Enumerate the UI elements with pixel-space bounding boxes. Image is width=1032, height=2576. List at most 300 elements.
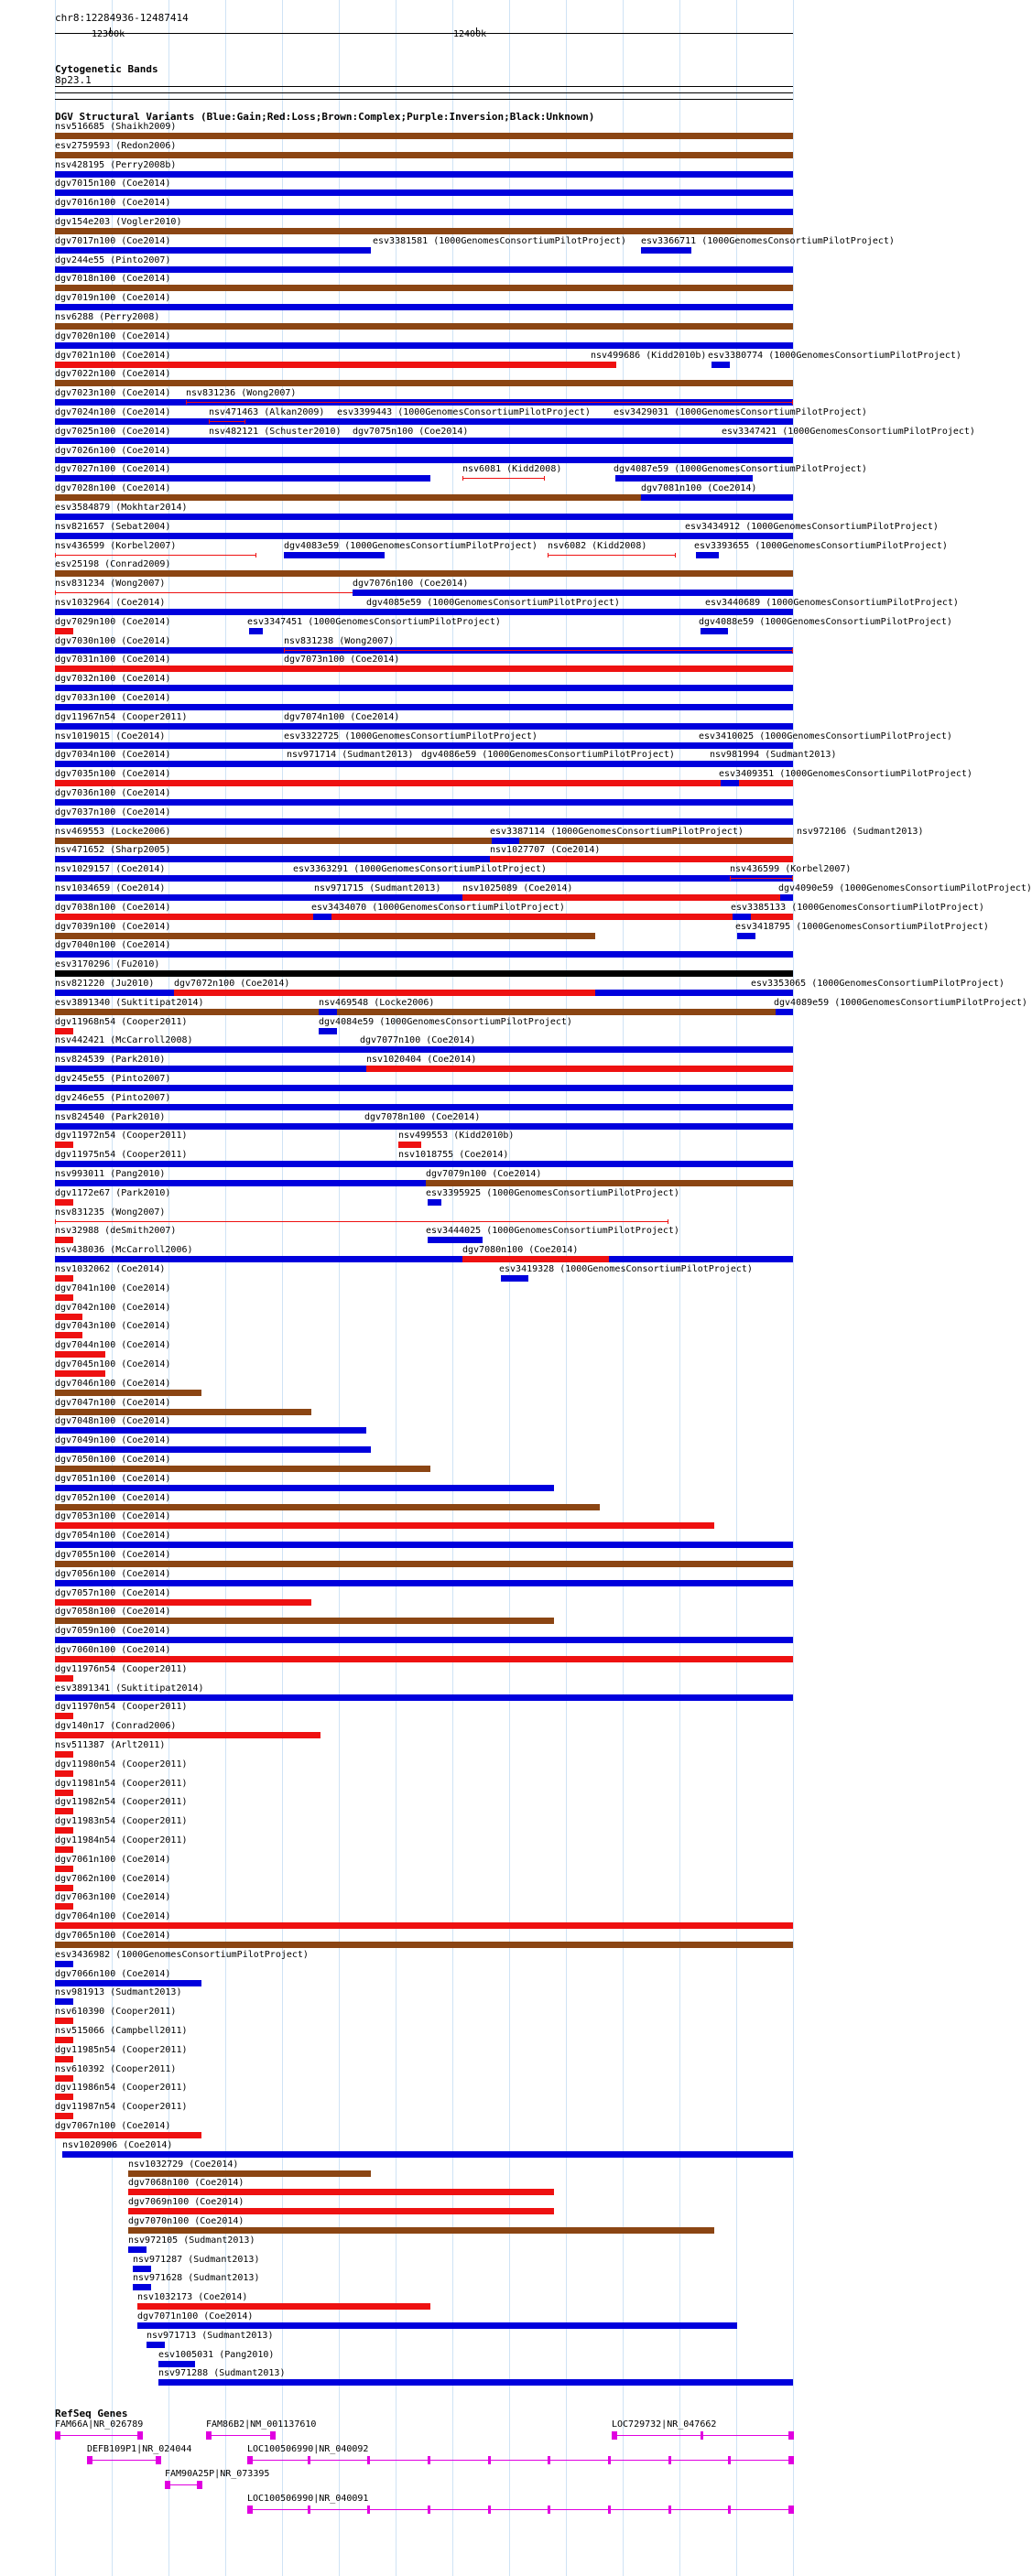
sv-label[interactable]: dgv7019n100 (Coe2014): [55, 293, 171, 303]
sv-label[interactable]: esv25198 (Conrad2009): [55, 559, 171, 569]
sv-bar-gain[interactable]: [55, 1637, 793, 1643]
sv-bar-gain[interactable]: [137, 2322, 737, 2329]
sv-label[interactable]: dgv7079n100 (Coe2014): [426, 1169, 542, 1179]
sv-bar-gain[interactable]: [55, 1980, 201, 1986]
sv-bar-gain[interactable]: [366, 609, 494, 615]
sv-label[interactable]: dgv4086e59 (1000GenomesConsortiumPilotProject): [421, 750, 675, 760]
sv-bar-loss[interactable]: [462, 894, 793, 901]
sv-bar-gain[interactable]: [55, 342, 793, 349]
sv-label[interactable]: dgv7040n100 (Coe2014): [55, 940, 171, 950]
sv-bar-gain[interactable]: [55, 1485, 554, 1491]
sv-label[interactable]: dgv7025n100 (Coe2014): [55, 427, 171, 437]
sv-label[interactable]: nsv993011 (Pang2010): [55, 1169, 166, 1179]
sv-bar-loss[interactable]: [593, 362, 616, 368]
sv-label[interactable]: esv3381581 (1000GenomesConsortiumPilotProject): [373, 236, 626, 246]
sv-bar-loss[interactable]: [55, 1142, 73, 1148]
sv-label[interactable]: nsv981994 (Sudmant2013): [710, 750, 837, 760]
sv-label[interactable]: dgv7021n100 (Coe2014): [55, 351, 171, 361]
sv-label[interactable]: nsv469553 (Locke2006): [55, 827, 171, 837]
sv-bar-gain[interactable]: [421, 761, 458, 767]
sv-label[interactable]: dgv7053n100 (Coe2014): [55, 1511, 171, 1521]
sv-label[interactable]: dgv11981n54 (Cooper2011): [55, 1779, 188, 1789]
sv-label[interactable]: nsv971713 (Sudmant2013): [147, 2331, 274, 2341]
sv-bar-gain[interactable]: [319, 1028, 337, 1034]
sv-bar-gain[interactable]: [723, 438, 746, 444]
sv-bar-thinloss[interactable]: [462, 478, 545, 479]
sv-label[interactable]: esv3429031 (1000GenomesConsortiumPilotProject): [614, 407, 867, 417]
sv-bar-complex[interactable]: [55, 933, 595, 939]
sv-bar-loss[interactable]: [55, 780, 793, 786]
sv-bar-loss[interactable]: [55, 1885, 73, 1891]
sv-bar-unknown[interactable]: [55, 970, 793, 977]
sv-label[interactable]: dgv7045n100 (Coe2014): [55, 1359, 171, 1369]
sv-bar-gain[interactable]: [128, 2246, 147, 2253]
sv-label[interactable]: dgv7068n100 (Coe2014): [128, 2178, 244, 2188]
sv-label[interactable]: dgv7024n100 (Coe2014): [55, 407, 171, 417]
sv-bar-loss[interactable]: [366, 1066, 793, 1072]
gene-intron-line[interactable]: [87, 2460, 160, 2461]
sv-label[interactable]: dgv246e55 (Pinto2007): [55, 1093, 171, 1103]
sv-bar-gain[interactable]: [55, 247, 371, 254]
sv-label[interactable]: nsv831236 (Wong2007): [186, 388, 297, 398]
sv-bar-loss[interactable]: [55, 1370, 105, 1377]
sv-bar-complex[interactable]: [55, 285, 793, 291]
sv-bar-gain[interactable]: [55, 1446, 371, 1453]
sv-bar-thinloss[interactable]: [186, 402, 793, 403]
sv-label[interactable]: dgv7061n100 (Coe2014): [55, 1855, 171, 1865]
sv-bar-loss[interactable]: [55, 1846, 73, 1853]
sv-bar-gain[interactable]: [364, 1123, 793, 1130]
sv-bar-gain[interactable]: [295, 875, 322, 882]
sv-label[interactable]: dgv7058n100 (Coe2014): [55, 1607, 171, 1617]
sv-bar-loss[interactable]: [55, 1751, 73, 1758]
sv-label[interactable]: dgv11987n54 (Cooper2011): [55, 2102, 188, 2112]
sv-label[interactable]: nsv971714 (Sudmant2013): [287, 750, 414, 760]
sv-label[interactable]: esv2759593 (Redon2006): [55, 141, 177, 151]
sv-label[interactable]: dgv7039n100 (Coe2014): [55, 922, 171, 932]
sv-label[interactable]: dgv7051n100 (Coe2014): [55, 1474, 171, 1484]
sv-label[interactable]: dgv11967n54 (Cooper2011): [55, 712, 188, 722]
sv-label[interactable]: dgv7044n100 (Coe2014): [55, 1340, 171, 1350]
sv-bar-gain[interactable]: [286, 742, 304, 749]
sv-bar-loss[interactable]: [55, 628, 73, 634]
sv-label[interactable]: dgv7018n100 (Coe2014): [55, 274, 171, 284]
sv-bar-loss[interactable]: [128, 2208, 554, 2214]
sv-label[interactable]: nsv1018755 (Coe2014): [398, 1150, 509, 1160]
sv-bar-gain[interactable]: [55, 266, 793, 273]
sv-bar-loss[interactable]: [55, 1599, 311, 1606]
sv-label[interactable]: dgv7072n100 (Coe2014): [174, 979, 290, 989]
sv-label[interactable]: nsv1032729 (Coe2014): [128, 2159, 239, 2170]
sv-label[interactable]: nsv1025089 (Coe2014): [462, 883, 573, 893]
sv-label[interactable]: dgv11970n54 (Cooper2011): [55, 1702, 188, 1712]
sv-bar-complex[interactable]: [426, 1180, 793, 1186]
sv-label[interactable]: dgv7052n100 (Coe2014): [55, 1493, 171, 1503]
sv-label[interactable]: dgv7048n100 (Coe2014): [55, 1416, 171, 1426]
sv-bar-gain[interactable]: [701, 628, 728, 634]
sv-bar-loss[interactable]: [55, 1732, 320, 1738]
sv-label[interactable]: nsv972106 (Sudmant2013): [797, 827, 924, 837]
sv-bar-gain[interactable]: [55, 514, 793, 520]
sv-label[interactable]: dgv7057n100 (Coe2014): [55, 1588, 171, 1598]
sv-bar-gain[interactable]: [284, 552, 385, 558]
sv-label[interactable]: nsv1032062 (Coe2014): [55, 1264, 166, 1274]
sv-label[interactable]: nsv469548 (Locke2006): [319, 998, 435, 1008]
sv-label[interactable]: dgv7030n100 (Coe2014): [55, 636, 171, 646]
sv-bar-gain[interactable]: [55, 818, 793, 825]
sv-label[interactable]: dgv7020n100 (Coe2014): [55, 331, 171, 341]
sv-label[interactable]: esv3387114 (1000GenomesConsortiumPilotProject): [490, 827, 744, 837]
sv-bar-gain[interactable]: [55, 475, 430, 482]
sv-bar-gain[interactable]: [501, 1275, 528, 1282]
sv-bar-complex[interactable]: [55, 228, 793, 234]
sv-label[interactable]: esv3891341 (Suktitipat2014): [55, 1683, 204, 1694]
sv-bar-gain[interactable]: [55, 1085, 793, 1091]
sv-label[interactable]: esv3322725 (1000GenomesConsortiumPilotProject): [284, 731, 538, 741]
sv-label[interactable]: dgv11986n54 (Cooper2011): [55, 2083, 188, 2093]
gene-label[interactable]: FAM90A25P|NR_073395: [165, 2469, 270, 2479]
sv-label[interactable]: esv3385133 (1000GenomesConsortiumPilotProject): [731, 903, 984, 913]
sv-label[interactable]: dgv7036n100 (Coe2014): [55, 788, 171, 798]
sv-bar-loss[interactable]: [174, 990, 595, 996]
sv-label[interactable]: nsv471463 (Alkan2009): [209, 407, 325, 417]
sv-bar-loss[interactable]: [55, 1294, 73, 1301]
sv-label[interactable]: nsv436599 (Korbel2007): [730, 864, 852, 874]
sv-label[interactable]: esv3891340 (Suktitipat2014): [55, 998, 204, 1008]
sv-bar-gain[interactable]: [55, 704, 793, 710]
sv-bar-gain[interactable]: [428, 1199, 441, 1206]
sv-label[interactable]: dgv7034n100 (Coe2014): [55, 750, 171, 760]
sv-bar-complex[interactable]: [128, 2170, 371, 2177]
sv-label[interactable]: nsv515066 (Campbell2011): [55, 2026, 188, 2036]
sv-bar-complex[interactable]: [55, 1466, 430, 1472]
gene-intron-line[interactable]: [247, 2509, 793, 2510]
dgv-track-title[interactable]: DGV Structural Variants (Blue:Gain;Red:Loss;Brown:Complex;Purple:Inversion;Black:Unknown): [55, 111, 595, 123]
sv-label[interactable]: dgv11972n54 (Cooper2011): [55, 1131, 188, 1141]
sv-bar-thinloss[interactable]: [55, 1221, 668, 1222]
sv-label[interactable]: nsv32988 (deSmith2007): [55, 1226, 177, 1236]
sv-label[interactable]: nsv1019015 (Coe2014): [55, 731, 166, 741]
sv-label[interactable]: nsv971287 (Sudmant2013): [133, 2255, 260, 2265]
sv-label[interactable]: dgv7055n100 (Coe2014): [55, 1550, 171, 1560]
sv-bar-loss[interactable]: [55, 914, 793, 920]
sv-bar-loss[interactable]: [55, 1522, 714, 1529]
sv-label[interactable]: esv3434070 (1000GenomesConsortiumPilotProject): [311, 903, 565, 913]
sv-bar-gain[interactable]: [615, 418, 634, 425]
sv-label[interactable]: nsv428195 (Perry2008b): [55, 160, 177, 170]
sv-label[interactable]: dgv7032n100 (Coe2014): [55, 674, 171, 684]
sv-bar-complex[interactable]: [128, 2227, 714, 2234]
sv-label[interactable]: esv1005031 (Pang2010): [158, 2350, 275, 2360]
sv-label[interactable]: nsv1029157 (Coe2014): [55, 864, 166, 874]
sv-bar-gain[interactable]: [696, 552, 719, 558]
sv-label[interactable]: nsv6288 (Perry2008): [55, 312, 160, 322]
sv-label[interactable]: nsv511387 (Arlt2011): [55, 1740, 166, 1750]
sv-label[interactable]: esv3393655 (1000GenomesConsortiumPilotProject): [694, 541, 948, 551]
sv-bar-loss[interactable]: [55, 1028, 73, 1034]
sv-bar-complex[interactable]: [55, 323, 793, 330]
sv-label[interactable]: dgv154e203 (Vogler2010): [55, 217, 182, 227]
sv-bar-gain[interactable]: [287, 761, 310, 767]
sv-label[interactable]: dgv7054n100 (Coe2014): [55, 1531, 171, 1541]
sv-label[interactable]: dgv7035n100 (Coe2014): [55, 769, 171, 779]
sv-bar-loss[interactable]: [55, 1275, 73, 1282]
sv-label[interactable]: dgv7047n100 (Coe2014): [55, 1398, 171, 1408]
sv-bar-gain[interactable]: [55, 171, 793, 178]
sv-bar-loss[interactable]: [55, 1237, 73, 1243]
sv-bar-gain[interactable]: [339, 247, 366, 254]
sv-label[interactable]: nsv6081 (Kidd2008): [462, 464, 562, 474]
sv-bar-complex[interactable]: [55, 133, 793, 139]
sv-bar-gain[interactable]: [62, 2151, 793, 2158]
sv-label[interactable]: dgv7075n100 (Coe2014): [353, 427, 469, 437]
sv-bar-thinloss[interactable]: [55, 555, 256, 556]
sv-label[interactable]: dgv7017n100 (Coe2014): [55, 236, 171, 246]
sv-label[interactable]: dgv4087e59 (1000GenomesConsortiumPilotProject): [614, 464, 867, 474]
gene-label[interactable]: LOC100506990|NR_040092: [247, 2444, 369, 2454]
sv-label[interactable]: nsv1020404 (Coe2014): [366, 1055, 477, 1065]
sv-label[interactable]: nsv972105 (Sudmant2013): [128, 2235, 255, 2246]
sv-bar-gain[interactable]: [55, 533, 793, 539]
sv-label[interactable]: dgv11984n54 (Cooper2011): [55, 1835, 188, 1845]
sv-label[interactable]: nsv499553 (Kidd2010b): [398, 1131, 515, 1141]
refseq-track-title[interactable]: RefSeq Genes: [55, 2408, 128, 2419]
sv-bar-thinloss[interactable]: [548, 555, 676, 556]
sv-label[interactable]: nsv610390 (Cooper2011): [55, 2007, 177, 2017]
sv-label[interactable]: esv3363291 (1000GenomesConsortiumPilotProject): [293, 864, 547, 874]
sv-bar-loss[interactable]: [490, 856, 793, 862]
sv-bar-gain[interactable]: [641, 494, 793, 501]
sv-label[interactable]: nsv831234 (Wong2007): [55, 579, 166, 589]
gene-intron-line[interactable]: [165, 2484, 201, 2485]
sv-bar-complex[interactable]: [55, 1942, 793, 1948]
sv-bar-gain[interactable]: [428, 1237, 483, 1243]
sv-label[interactable]: esv3366711 (1000GenomesConsortiumPilotProject): [641, 236, 895, 246]
sv-label[interactable]: esv3347451 (1000GenomesConsortiumPilotProject): [247, 617, 501, 627]
sv-label[interactable]: nsv610392 (Cooper2011): [55, 2064, 177, 2074]
sv-label[interactable]: dgv4085e59 (1000GenomesConsortiumPilotProject): [366, 598, 620, 608]
sv-label[interactable]: dgv7015n100 (Coe2014): [55, 179, 171, 189]
sv-bar-thinloss[interactable]: [209, 421, 245, 422]
sv-bar-gain[interactable]: [55, 1694, 793, 1701]
sv-bar-gain[interactable]: [55, 685, 793, 691]
sv-bar-loss[interactable]: [55, 1770, 73, 1777]
sv-label[interactable]: esv3444025 (1000GenomesConsortiumPilotProject): [426, 1226, 679, 1236]
sv-bar-loss[interactable]: [55, 2094, 73, 2100]
sv-bar-loss[interactable]: [55, 1199, 73, 1206]
sv-bar-loss[interactable]: [55, 2113, 73, 2119]
sv-label[interactable]: dgv7060n100 (Coe2014): [55, 1645, 171, 1655]
sv-label[interactable]: nsv821657 (Sebat2004): [55, 522, 171, 532]
sv-label[interactable]: dgv11983n54 (Cooper2011): [55, 1816, 188, 1826]
sv-label[interactable]: dgv7077n100 (Coe2014): [360, 1035, 476, 1045]
sv-label[interactable]: dgv7049n100 (Coe2014): [55, 1435, 171, 1445]
sv-bar-complex[interactable]: [55, 152, 793, 158]
gene-intron-line[interactable]: [206, 2435, 275, 2436]
sv-bar-loss[interactable]: [55, 1351, 105, 1358]
sv-label[interactable]: dgv7056n100 (Coe2014): [55, 1569, 171, 1579]
sv-label[interactable]: nsv438036 (McCarroll2006): [55, 1245, 193, 1255]
sv-label[interactable]: dgv7041n100 (Coe2014): [55, 1283, 171, 1293]
sv-bar-gain[interactable]: [55, 1104, 793, 1110]
sv-label[interactable]: dgv7022n100 (Coe2014): [55, 369, 171, 379]
sv-label[interactable]: nsv1020906 (Coe2014): [62, 2140, 173, 2150]
sv-label[interactable]: dgv7063n100 (Coe2014): [55, 1892, 171, 1902]
sv-bar-gain[interactable]: [55, 418, 793, 425]
sv-label[interactable]: dgv140n17 (Conrad2006): [55, 1721, 177, 1731]
sv-label[interactable]: nsv482121 (Schuster2010): [209, 427, 342, 437]
sv-bar-gain[interactable]: [55, 742, 793, 749]
sv-bar-gain[interactable]: [55, 1542, 793, 1548]
sv-label[interactable]: esv3440689 (1000GenomesConsortiumPilotProject): [705, 598, 959, 608]
sv-bar-complex[interactable]: [55, 1504, 600, 1510]
sv-label[interactable]: nsv821220 (Ju2010): [55, 979, 155, 989]
sv-bar-complex[interactable]: [55, 1561, 793, 1567]
sv-label[interactable]: nsv516685 (Shaikh2009): [55, 122, 177, 132]
sv-label[interactable]: esv3170296 (Fu2010): [55, 959, 160, 969]
sv-bar-loss[interactable]: [55, 1713, 73, 1719]
sv-bar-gain[interactable]: [319, 1009, 337, 1015]
sv-label[interactable]: dgv11975n54 (Cooper2011): [55, 1150, 188, 1160]
sv-label[interactable]: dgv7073n100 (Coe2014): [284, 655, 400, 665]
sv-bar-gain[interactable]: [353, 438, 719, 444]
sv-bar-gain[interactable]: [398, 1161, 793, 1167]
sv-label[interactable]: nsv831238 (Wong2007): [284, 636, 395, 646]
sv-bar-loss[interactable]: [55, 1808, 73, 1814]
gene-intron-line[interactable]: [55, 2435, 142, 2436]
sv-bar-thinloss[interactable]: [284, 650, 793, 651]
sv-label[interactable]: dgv7066n100 (Coe2014): [55, 1969, 171, 1979]
sv-bar-gain[interactable]: [55, 1580, 793, 1586]
sv-label[interactable]: dgv7059n100 (Coe2014): [55, 1626, 171, 1636]
sv-label[interactable]: esv3436982 (1000GenomesConsortiumPilotProject): [55, 1950, 309, 1960]
sv-bar-loss[interactable]: [55, 2056, 73, 2062]
sv-label[interactable]: nsv824539 (Park2010): [55, 1055, 166, 1065]
sv-label[interactable]: nsv981913 (Sudmant2013): [55, 1987, 182, 1997]
sv-label[interactable]: nsv1032173 (Coe2014): [137, 2292, 248, 2302]
sv-bar-gain[interactable]: [55, 875, 793, 882]
cytoband-track-title[interactable]: Cytogenetic Bands: [55, 63, 158, 75]
sv-label[interactable]: dgv7033n100 (Coe2014): [55, 693, 171, 703]
sv-bar-gain[interactable]: [360, 1046, 793, 1053]
sv-bar-loss[interactable]: [462, 1256, 609, 1262]
sv-bar-loss[interactable]: [398, 1142, 421, 1148]
sv-label[interactable]: esv3418795 (1000GenomesConsortiumPilotProject): [735, 922, 989, 932]
sv-bar-gain[interactable]: [780, 894, 793, 901]
sv-label[interactable]: dgv11982n54 (Cooper2011): [55, 1797, 188, 1807]
sv-label[interactable]: dgv7065n100 (Coe2014): [55, 1931, 171, 1941]
sv-bar-gain[interactable]: [55, 1427, 366, 1434]
sv-label[interactable]: dgv244e55 (Pinto2007): [55, 255, 171, 265]
sv-bar-loss[interactable]: [55, 2037, 73, 2043]
sv-bar-gain[interactable]: [55, 1961, 73, 1967]
sv-bar-loss[interactable]: [55, 1922, 793, 1929]
sv-bar-loss[interactable]: [55, 1790, 73, 1796]
sv-bar-loss[interactable]: [55, 362, 604, 368]
sv-label[interactable]: dgv7081n100 (Coe2014): [641, 483, 757, 493]
sv-label[interactable]: dgv4089e59 (1000GenomesConsortiumPilotProject): [774, 998, 1027, 1008]
sv-bar-gain[interactable]: [721, 780, 739, 786]
sv-label[interactable]: esv3395925 (1000GenomesConsortiumPilotProject): [426, 1188, 679, 1198]
sv-label[interactable]: dgv7023n100 (Coe2014): [55, 388, 171, 398]
sv-label[interactable]: esv3399443 (1000GenomesConsortiumPilotProject): [337, 407, 591, 417]
sv-bar-gain[interactable]: [147, 2342, 165, 2348]
gene-label[interactable]: FAM66A|NR_026789: [55, 2419, 144, 2430]
sv-label[interactable]: nsv831235 (Wong2007): [55, 1207, 166, 1218]
sv-label[interactable]: dgv7028n100 (Coe2014): [55, 483, 171, 493]
sv-label[interactable]: nsv971715 (Sudmant2013): [314, 883, 441, 893]
sv-label[interactable]: dgv7050n100 (Coe2014): [55, 1455, 171, 1465]
sv-label[interactable]: dgv7078n100 (Coe2014): [364, 1112, 481, 1122]
sv-bar-thinloss[interactable]: [730, 878, 793, 879]
sv-bar-complex[interactable]: [55, 838, 793, 844]
sv-label[interactable]: nsv1032964 (Coe2014): [55, 598, 166, 608]
sv-label[interactable]: dgv7080n100 (Coe2014): [462, 1245, 579, 1255]
sv-label[interactable]: dgv7042n100 (Coe2014): [55, 1303, 171, 1313]
sv-label[interactable]: dgv11976n54 (Cooper2011): [55, 1664, 188, 1674]
sv-bar-loss[interactable]: [137, 2303, 430, 2310]
sv-bar-gain[interactable]: [710, 761, 728, 767]
sv-bar-loss[interactable]: [128, 2189, 554, 2195]
sv-label[interactable]: dgv7016n100 (Coe2014): [55, 198, 171, 208]
sv-bar-gain[interactable]: [55, 189, 793, 196]
sv-bar-gain[interactable]: [776, 1009, 793, 1015]
sv-label[interactable]: dgv7038n100 (Coe2014): [55, 903, 171, 913]
sv-label[interactable]: nsv499686 (Kidd2010b): [591, 351, 707, 361]
sv-bar-gain[interactable]: [55, 209, 793, 215]
sv-bar-loss[interactable]: [55, 1675, 73, 1682]
gene-label[interactable]: LOC100506990|NR_040091: [247, 2494, 369, 2504]
sv-bar-gain[interactable]: [687, 533, 719, 539]
sv-bar-complex[interactable]: [55, 570, 793, 577]
sv-label[interactable]: nsv971628 (Sudmant2013): [133, 2273, 260, 2283]
sv-bar-gain[interactable]: [133, 2284, 151, 2290]
sv-bar-gain[interactable]: [615, 475, 753, 482]
sv-bar-gain[interactable]: [733, 914, 751, 920]
gene-label[interactable]: LOC729732|NR_047662: [612, 2419, 717, 2430]
sv-label[interactable]: nsv436599 (Korbel2007): [55, 541, 177, 551]
sv-bar-gain[interactable]: [701, 742, 728, 749]
sv-label[interactable]: dgv7046n100 (Coe2014): [55, 1379, 171, 1389]
sv-label[interactable]: dgv7064n100 (Coe2014): [55, 1911, 171, 1921]
sv-bar-loss[interactable]: [55, 1332, 82, 1338]
sv-label[interactable]: dgv11980n54 (Cooper2011): [55, 1759, 188, 1770]
sv-bar-gain[interactable]: [55, 457, 793, 463]
sv-label[interactable]: dgv7070n100 (Coe2014): [128, 2216, 244, 2226]
sv-bar-complex[interactable]: [55, 1009, 793, 1015]
sv-label[interactable]: dgv7062n100 (Coe2014): [55, 1874, 171, 1884]
sv-label[interactable]: esv3353065 (1000GenomesConsortiumPilotProject): [751, 979, 1005, 989]
sv-bar-complex[interactable]: [55, 380, 793, 386]
sv-label[interactable]: nsv824540 (Park2010): [55, 1112, 166, 1122]
gene-label[interactable]: FAM86B2|NM_001137610: [206, 2419, 317, 2430]
sv-label[interactable]: dgv7074n100 (Coe2014): [284, 712, 400, 722]
sv-bar-loss[interactable]: [55, 1314, 82, 1320]
sv-bar-loss[interactable]: [55, 1903, 73, 1910]
sv-bar-loss[interactable]: [55, 1656, 793, 1662]
sv-bar-gain[interactable]: [313, 914, 331, 920]
sv-label[interactable]: esv3584879 (Mokhtar2014): [55, 503, 188, 513]
sv-bar-complex[interactable]: [55, 1618, 554, 1624]
sv-label[interactable]: dgv11985n54 (Cooper2011): [55, 2045, 188, 2055]
sv-label[interactable]: dgv4083e59 (1000GenomesConsortiumPilotProject): [284, 541, 538, 551]
sv-bar-gain[interactable]: [209, 438, 238, 444]
sv-bar-complex[interactable]: [55, 1390, 201, 1396]
sv-bar-gain[interactable]: [55, 1256, 793, 1262]
sv-bar-gain[interactable]: [339, 418, 353, 425]
sv-label[interactable]: nsv1027707 (Coe2014): [490, 845, 601, 855]
sv-bar-gain[interactable]: [314, 894, 387, 901]
